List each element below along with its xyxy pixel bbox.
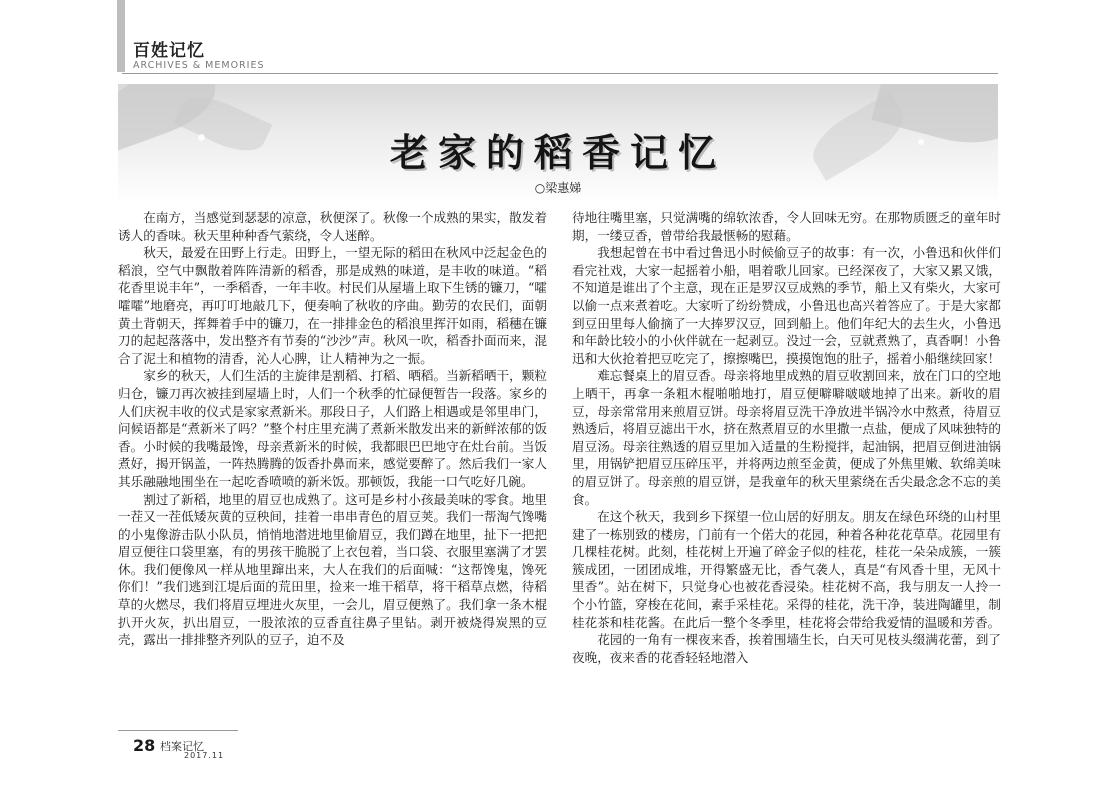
column-title: 百姓记忆	[133, 41, 205, 61]
paragraph: 我想起曾在书中看过鲁迅小时候偷豆子的故事：有一次，小鲁迅和伙伴们看完社戏，大家一起摇着小船，唱着歌儿回家。已经深夜了，大家又累又饿，不知道是谁出了个主意，现在正是罗汉豆成熟的季节，船上又有柴火，大家可以偷一点来煮着吃。大家听了纷纷赞成，小鲁迅也高兴着答应了。于是大家都到豆田里每人偷摘了一大捧罗汉豆，回到船上。他们年纪大的去生火，小鲁迅和年龄比较小的小伙伴就在一起剥豆。没过一会，豆就煮熟了，真香啊！小鲁迅和大伙抢着把豆吃完了，擦擦嘴巴，摸摸饱饱的肚子，摇着小船继续回家！	[572, 245, 1001, 366]
paragraph: 在南方，当感觉到瑟瑟的凉意，秋便深了。秋像一个成熟的果实，散发着诱人的香味。秋天里种种香气萦绕，令人迷醉。	[118, 210, 547, 243]
paragraph: 割过了新稻，地里的眉豆也成熟了。这可是乡村小孩最美味的零食。地里一茬又一茬低矮灰黄的豆秧间，挂着一串串青色的眉豆荚。我们一帮淘气馋嘴的小鬼像游击队小队员，悄悄地潜进地里偷眉豆，我们蹲在地里，扯下一把把眉豆便往口袋里塞，有的男孩干脆脱了上衣包着，当口袋、衣服里塞满了才罢休。我们便像风一样从地里蹿出来，大人在我们的后面喊：“这帮馋鬼，馋死你们！”我们逃到江堤后面的荒田里，捡来一堆干稻草，将干稻草点燃，待稻草的火燃尽，我们将眉豆埋进火灰里，一会儿，眉豆便熟了。我们拿一条木棍扒开火灰，扒出眉豆，一股浓浓的豆香直往鼻子里钻。剥开被烧得炭黑的豆壳，露出一排排整齐列队的豆子，迫不及	[118, 491, 547, 648]
title-banner	[118, 84, 998, 204]
footer-rule	[118, 730, 238, 731]
page-number: 28	[133, 736, 156, 755]
issue-date: 2017.11	[184, 751, 225, 760]
article-author: ○梁惠娣	[534, 181, 582, 195]
paragraph: 家乡的秋天，人们生活的主旋律是割稻、打稻、晒稻。当新稻晒干，颗粒归仓，镰刀再次被挂到屋墙上时，人们一个秋季的忙碌便暂告一段落。家乡的人们庆祝丰收的仪式是家家煮新米。那段日子，人们路上相遇或是邻里串门，问候语都是“煮新米了吗？”整个村庄里充满了煮新米散发出来的新鲜浓郁的饭香。小时候的我嘴最馋，母亲煮新米的时候，我都眼巴巴地守在灶台前。当饭煮好，揭开锅盖，一阵热腾腾的饭香扑鼻而来，感觉要醉了。然后我们一家人其乐融融地围坐在一起吃香喷喷的新米饭。那顿饭，我能一口气吃好几碗。	[118, 368, 547, 489]
header-rule	[122, 73, 998, 74]
article-body-left-column	[118, 209, 547, 649]
magazine-name: 档案记忆	[160, 740, 204, 753]
article-title: 老家的稻香记忆	[389, 131, 726, 175]
article-body-right-column	[572, 209, 1001, 666]
paragraph: 待地往嘴里塞，只觉满嘴的绵软浓香，令人回味无穷。在那物质匮乏的童年时期，一缕豆香，曾带给我最惬畅的慰藉。	[572, 210, 1001, 243]
header-spine-bar	[117, 0, 125, 72]
paragraph: 花园的一角有一棵夜来香，挨着围墙生长，白天可见枝头缀满花蕾，到了夜晚，夜来香的花香轻轻地潜入	[572, 632, 1001, 665]
column-subtitle: ARCHIVES & MEMORIES	[133, 60, 265, 71]
paragraph: 难忘餐桌上的眉豆香。母亲将地里成熟的眉豆收割回来，放在门口的空地上晒干，再拿一条粗木棍啪啪地打，眉豆便噼噼啵啵地掉了出来。新收的眉豆，母亲常常用来煎眉豆饼。母亲将眉豆洗干净放进半锅冷水中熬煮，待眉豆熟透后，将眉豆滤出干水，挤在熬煮眉豆的水里撒一点盐，便成了风味独特的眉豆汤。母亲往熟透的眉豆里加入适量的生粉搅拌，起油锅，把眉豆倒进油锅里，用锅铲把眉豆压碎压平，并将两边煎至金黄，便成了外焦里嫩、软绵美味的眉豆饼了。母亲煎的眉豆饼，是我童年的秋天里萦绕在舌尖最念念不忘的美食。	[572, 368, 1001, 507]
paragraph: 在这个秋天，我到乡下探望一位山居的好朋友。朋友在绿色环绕的山村里建了一栋别致的楼房，门前有一个偌大的花园，种着各种花花草草。花园里有几棵桂花树。此刻，桂花树上开遍了碎金子似的桂花，桂花一朵朵成簇，一簇簇成团，一团团成堆，开得繁盛无比，香气袭人，真是“有风香十里，无风十里香”。站在树下，只觉身心也被花香浸染。桂花树不高，我与朋友一人拎一个小竹篮，穿梭在花间，素手采桂花。采得的桂花，洗干净，装进陶罐里，制桂花茶和桂花酱。在此后一整个冬季里，桂花将会带给我爱情的温暖和芳香。	[572, 509, 1001, 630]
paragraph: 秋天，最爱在田野上行走。田野上，一望无际的稻田在秋风中泛起金色的稻浪，空气中飘散着阵阵清新的稻香，那是成熟的味道，是丰收的味道。“稻花香里说丰年”，一季稻香，一年丰收。村民们从屋墙上取下生锈的镰刀，“嚯嚯嚯”地磨亮，再叮叮地敲几下，便奏响了秋收的序曲。勤劳的农民们，面朝黄土背朝天，挥舞着手中的镰刀，在一排排金色的稻浪里挥汗如雨，稻穗在镰刀的起起落落中，发出整齐有节奏的“沙沙”声。秋风一吹，稻香扑面而来，混合了泥土和植物的清香，沁人心脾，让人精神为之一振。	[118, 245, 547, 366]
